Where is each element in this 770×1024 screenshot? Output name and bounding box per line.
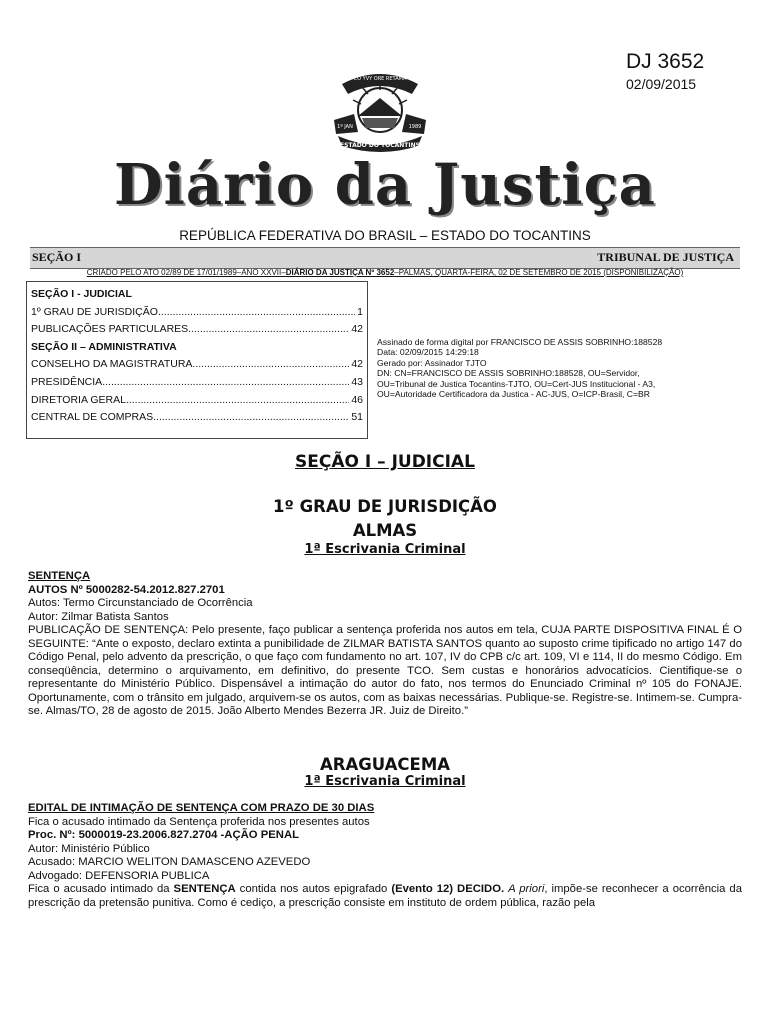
escrivania-heading: 1ª Escrivania Criminal xyxy=(304,774,466,789)
sentence-block xyxy=(28,570,742,719)
case-accused: Acusado: MARCIO WELITON DAMASCENO AZEVEDO xyxy=(28,856,311,868)
city-heading-almas: ALMAS xyxy=(352,521,418,540)
seal-right-number: 1989 xyxy=(408,124,422,130)
signature-line: Assinado de forma digital por FRANCISCO DE ASSIS SOBRINHO:188528 xyxy=(377,337,663,347)
toc-item[interactable]: PRESIDÊNCIA ..... 43 xyxy=(31,374,363,392)
block-title: EDITAL DE INTIMAÇÃO DE SENTENÇA COM PRAZO DE 30 DIAS xyxy=(28,802,375,814)
edital-block xyxy=(28,802,742,910)
republic-subtitle: REPÚBLICA FEDERATIVA DO BRASIL – ESTADO DO TOCANTINS xyxy=(179,228,591,243)
section-bar-right: TRIBUNAL DE JUSTIÇA xyxy=(597,250,734,264)
toc-item[interactable]: CENTRAL DE COMPRAS ..... 51 xyxy=(31,409,363,427)
toc-item[interactable]: DIRETORIA GERAL ..... 46 xyxy=(31,392,363,410)
case-number: AUTOS Nº 5000282-54.2012.827.2701 xyxy=(28,583,225,596)
state-seal-icon xyxy=(328,58,432,154)
signature-line: DN: CN=FRANCISCO DE ASSIS SOBRINHO:188528, OU=Servidor, xyxy=(377,368,640,379)
creation-line xyxy=(30,268,740,277)
case-lawyer: Advogado: DEFENSORIA PUBLICA xyxy=(28,869,210,882)
seal-left-number: 1º JAN xyxy=(337,124,353,130)
jurisdiction-heading: 1º GRAU DE JURISDIÇÃO xyxy=(273,497,497,516)
masthead-title: Diário da Justiça xyxy=(114,152,656,218)
sentence-body: PUBLICAÇÃO DE SENTENÇA: Pelo presente, faço publicar a sentença proferida nos autos em tela, CUJA PARTE DISPOSITIVA FINAL É O SEGUINTE: “Ante o exposto, declaro extinta a punibilidade de ZILMAR BATISTA SANTOS quanto ao suposto crime tipificado no artigo 147 do Código Penal, pelo advento da prescrição, o que faço com fundamento no art. 107, IV do CPB c/c art. 109, VI e 114, II do mesmo Código. Em conseqüência, determino o arquivamento, em definitivo, do presente TCO. Sem custas e honorários advocatícios. Cientifique-se o representante do Ministério Público. Dispensável a intimação do autor do fato, nos termos do Enunciado Criminal nº 105 do FONAJE. Oportunamente, com o trânsito em julgado, arquivem-se os autos, com as baixas necessárias. Publique-se. Registre-se. Intimem-se. Cumpra-se. Almas/TO, 28 de agosto de 2015. João Alberto Mendes Bezerra JR. Juiz de Direito.” xyxy=(28,624,742,717)
table-of-contents xyxy=(26,281,368,439)
seal-bottom-text: ESTADO DO TOCANTINS xyxy=(340,142,420,149)
edital-line: Fica o acusado intimado da Sentença proferida nos presentes autos xyxy=(28,815,370,828)
escrivania-heading: 1ª Escrivania Criminal xyxy=(304,542,466,557)
block-title: SENTENÇA xyxy=(28,570,91,582)
case-author: Autor: Zilmar Batista Santos xyxy=(28,610,169,623)
case-description: Autos: Termo Circunstanciado de Ocorrência xyxy=(28,597,253,609)
toc-item[interactable]: CONSELHO DA MAGISTRATURA ..... 42 xyxy=(31,356,363,374)
creation-line-b: DIÁRIO DA JUSTIÇA Nº 3652 xyxy=(285,268,395,277)
section-bar-left: SEÇÃO I xyxy=(32,250,82,264)
creation-line-c: –PALMAS, QUARTA-FEIRA, 02 DE SETEMBRO DE 2015 (DISPONIBILIZAÇÃO) xyxy=(394,268,684,277)
edition-number: DJ 3652 xyxy=(626,50,705,73)
seal-top-text: CO YVY ORE RETAMA xyxy=(353,76,407,82)
digital-signature xyxy=(377,337,737,399)
city-heading-araguacema: ARAGUACEMA xyxy=(319,755,451,774)
toc-item[interactable]: PUBLICAÇÕES PARTICULARES ..... 42 xyxy=(31,321,363,339)
signature-line: Gerado por: Assinador TJTO xyxy=(377,357,487,368)
edital-body: Fica o acusado intimado da SENTENÇA contida nos autos epigrafado (Evento 12) DECIDO. A priori, impõe-se reconhecer a ocorrência da prescrição da pretensão punitiva. Como é cediço, a prescrição consiste em instituto de ordem pública, razão pela xyxy=(28,883,742,909)
toc-section-title: SEÇÃO I - JUDICIAL xyxy=(31,288,132,300)
case-author: Autor: Ministério Público xyxy=(28,842,150,855)
section-heading: SEÇÃO I – JUDICIAL xyxy=(295,452,475,472)
section-bar xyxy=(30,247,740,269)
edition-date: 02/09/2015 xyxy=(626,76,697,92)
toc-item[interactable]: 1º GRAU DE JURISDIÇÃO ..... 1 xyxy=(31,304,363,322)
signature-line: Data: 02/09/2015 14:29:18 xyxy=(377,347,479,358)
signature-line: OU=Autoridade Certificadora da Justica - AC-JUS, O=ICP-Brasil, C=BR xyxy=(377,389,650,400)
case-number: Proc. Nº: 5000019-23.2006.827.2704 -AÇÃO PENAL xyxy=(28,829,299,841)
signature-line: OU=Tribunal de Justica Tocantins-TJTO, OU=Cert-JUS Institucional - A3, xyxy=(377,378,656,389)
creation-line-a: CRIADO PELO ATO 02/89 DE 17/01/1989–ANO XXVII– xyxy=(86,268,286,277)
toc-section-title: SEÇÃO II – ADMINISTRATIVA xyxy=(31,340,177,353)
